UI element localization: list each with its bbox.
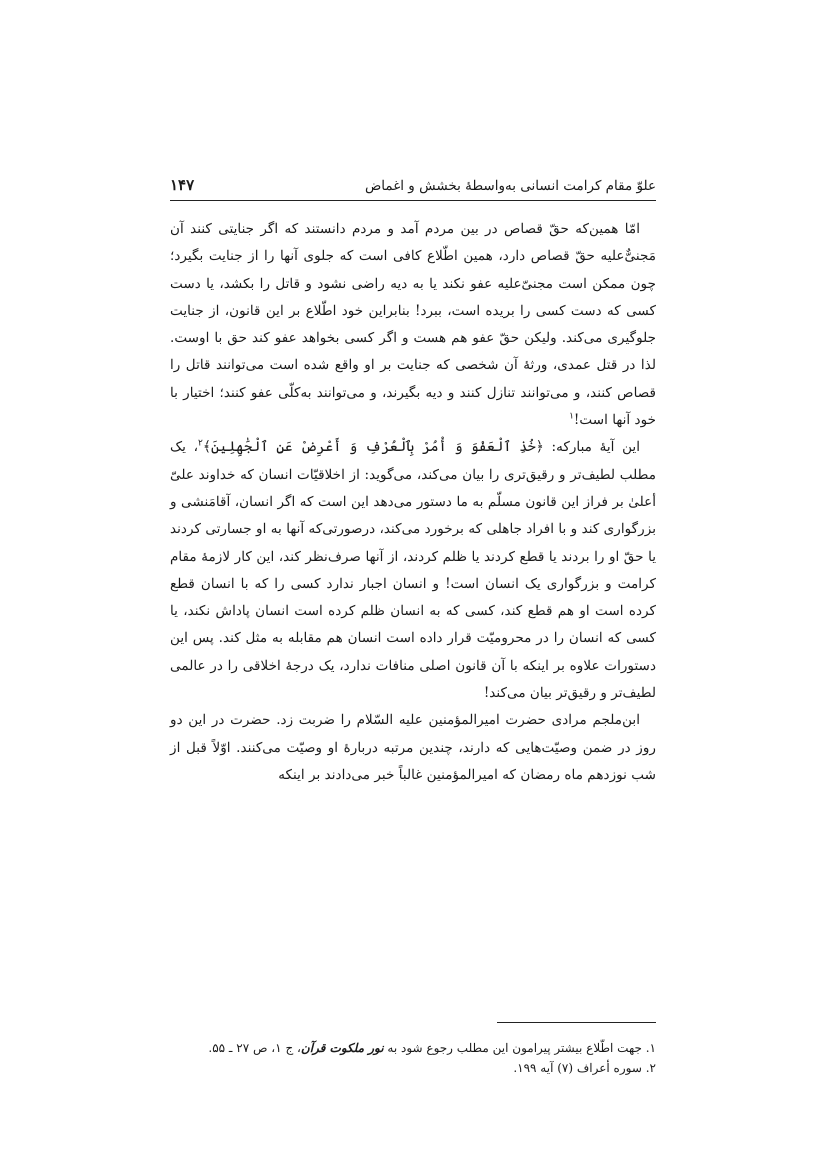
paragraph-3 xyxy=(170,707,656,789)
paragraph-text: امّا همین‌که حقّ قصاص در بین مردم آمد و مردم دانستند که اگر جنایتی کنند آن مَجنیٌّ‌علیه حقّ قصاص دارد، همین اطّلاع کافی است که جلوی آنها را از جنایت بگیرد؛ چون ممکن است مجنیّ‌علیه عفو نکند یا به دیه راضی نشود و قاتل را بکشد، یا دست کسی که دست کسی را بریده است، ببرد! بنابراین خود اطّلاع بر این قانون، از جنایت جلوگیری می‌کند. ولیکن حقّ عفو هم هست و اگر کسی بخواهد عفو کند حق با اوست. لذا در قتل عمدی، ورثهٔ آن شخصی که جنایت بر او واقع شده است می‌توانند قاتل را قصاص کنند، و می‌توانند تنازل کنند و دیه بگیرند، و می‌توانند به‌کلّی عفو کنند؛ اختیار با خود آنها است! xyxy=(170,221,656,429)
page-header xyxy=(170,176,656,200)
footnote-text: سوره أعراف (۷) آیه ۱۹۹. xyxy=(513,1061,642,1075)
header-rule xyxy=(170,200,656,201)
footnote-1 xyxy=(170,1038,656,1058)
footnote-mark: ۱ xyxy=(569,411,574,422)
footnote-text: ، ج ۱، ص ۲۷ ـ ۵۵. xyxy=(208,1041,301,1055)
paragraph-text: ابن‌ملجم مرادی حضرت امیرالمؤمنین علیه السّلام را ضربت زد. حضرت در این دو روز در ضمن وصیّت‌هایی که دارند، چندین مرتبه دربارهٔ او وصیّت می‌کنند. اوّلاً قبل از شب نوزدهم ماه رمضان که امیرالمؤمنین غالباً خبر می‌دادند بر اینکه xyxy=(170,712,656,783)
running-title: علوّ مقام کرامت انسانی به‌واسطهٔ بخشش و اغماض xyxy=(364,178,656,194)
footnote-text: جهت اطّلاع بیشتر پیرامون این مطلب رجوع شود به xyxy=(383,1041,642,1055)
paragraph-2 xyxy=(170,434,656,707)
footnote-mark: ۲ xyxy=(197,438,203,449)
book-title: نور ملکوت قرآن xyxy=(300,1041,384,1055)
footnote-number: ۲. xyxy=(641,1061,656,1075)
page-number: ۱۴۷ xyxy=(170,176,195,194)
footnote-rule xyxy=(497,1022,656,1023)
paragraph-1 xyxy=(170,216,656,434)
quran-verse: ﴿خُذِ ٱلْعَفْوَ وَ أْمُرْ بِٱلْعُرْفِ وَ أَعْرِضْ عَنِ ٱلْجَٰهِلِينَ﴾ xyxy=(202,439,544,456)
footnotes xyxy=(170,1038,656,1078)
paragraph-lead: این آیهٔ مبارکه: xyxy=(543,439,640,456)
footnote-number: ۱. xyxy=(641,1041,656,1055)
body-text xyxy=(170,216,656,789)
footnote-2 xyxy=(170,1058,656,1078)
paragraph-text: ، یک مطلب لطیف‌تر و رقیق‌تری را بیان می‌کند، می‌گوید: از اخلاقیّات انسان که خداوند علیّ أعلیٰ بر فراز این قانون مسلّم به ما دستور می‌دهد این است که اگر انسان، آقامَنشی و بزرگواری کند و با افراد جاهلی که برخورد می‌کند، درصورتی‌که آنها به او جسارتی کردند یا حقّ او را بردند یا قطع کردند یا ظلم کردند، از آنها صرف‌نظر کند، این کار لازمهٔ مقام کرامت و بزرگواری یک انسان است! و انسان اجبار ندارد کسی را که با انسان قطع کرده است او هم قطع کند، کسی که به انسان ظلم کرده است انسان پاداش نکند، یا کسی که انسان را در محرومیّت قرار داده است انسان هم مقابله به مثل کند. پس این دستورات علاوه بر اینکه با آن قانون اصلی منافات ندارد، یک درجهٔ اخلاقی را در عالمی لطیف‌تر و رقیق‌تر بیان می‌کند! xyxy=(170,439,656,702)
